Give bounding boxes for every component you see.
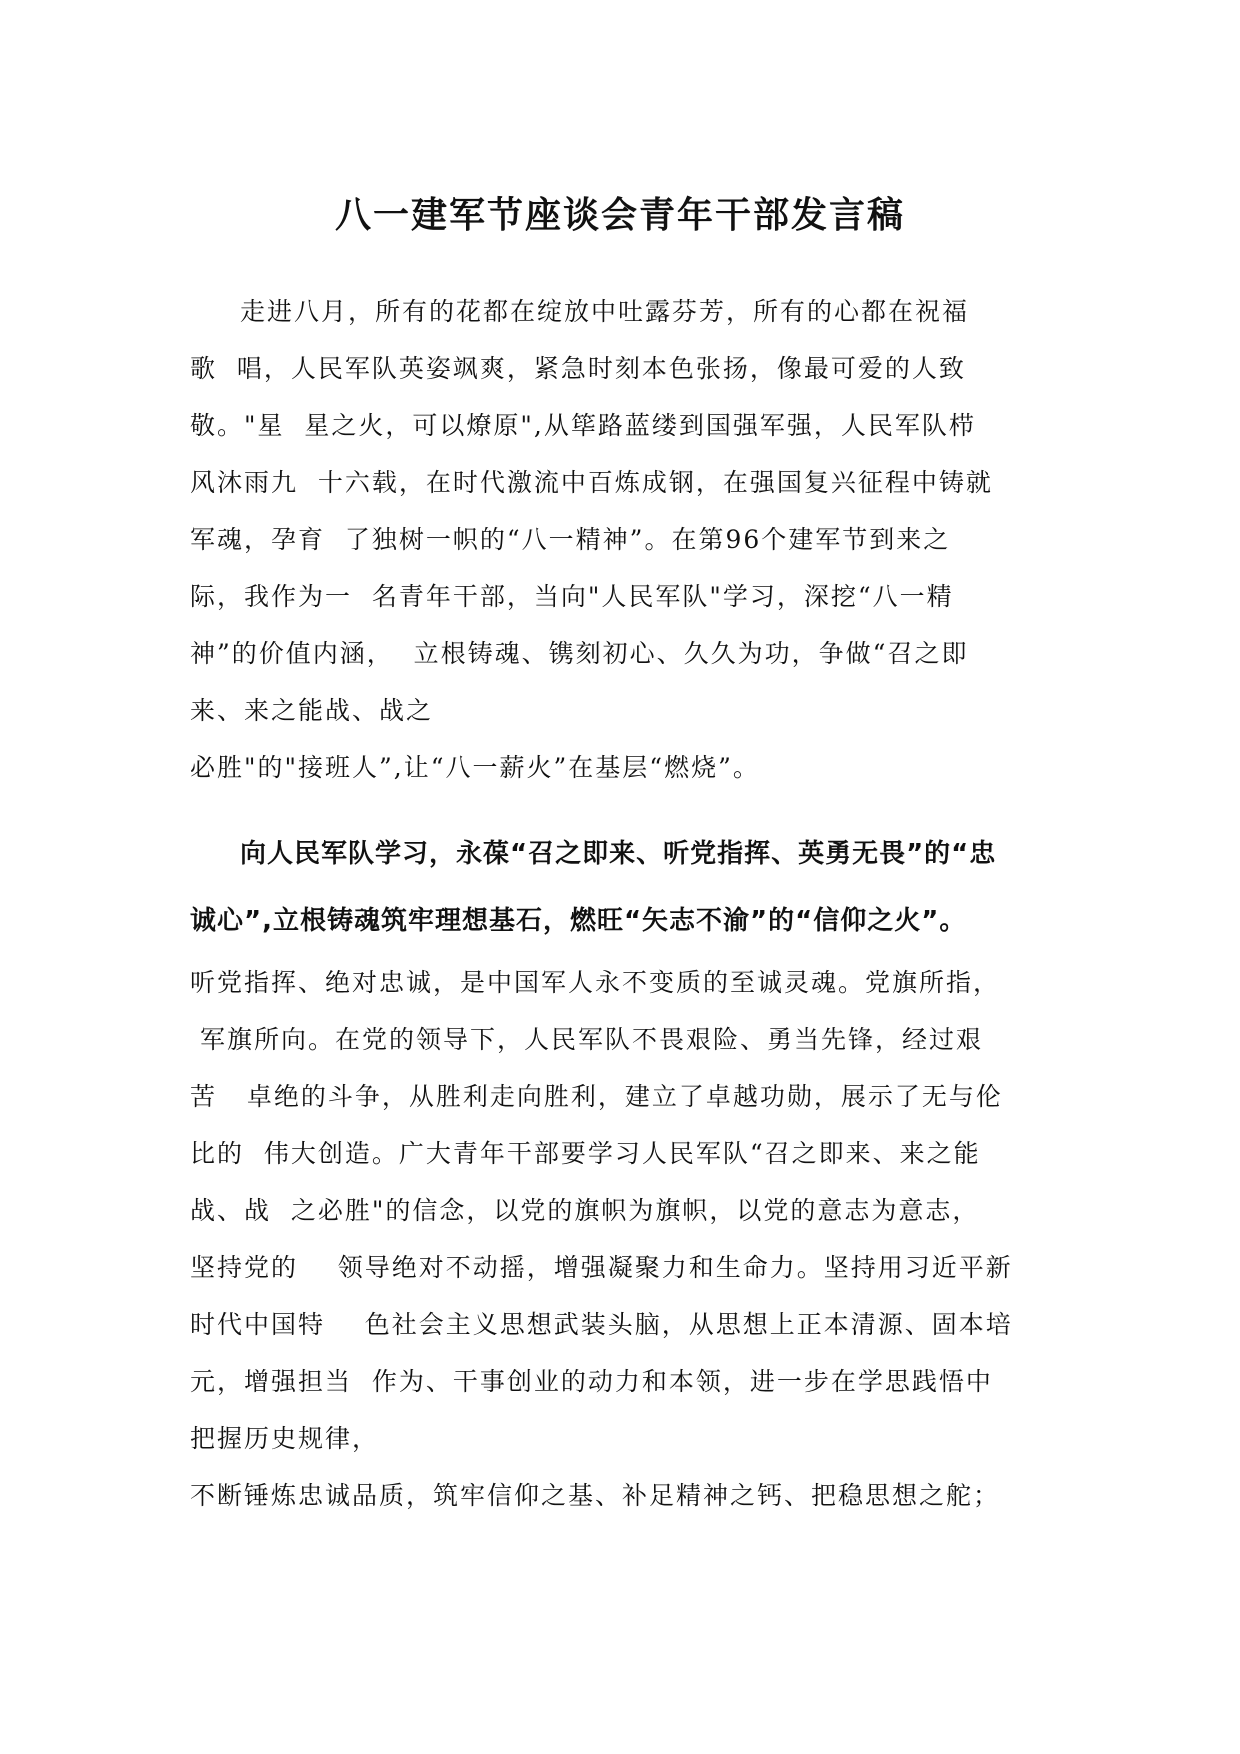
body-line: 坚持党的 领导绝对不动摇，增强凝聚力和生命力。坚持用习近平新 [190,1253,1013,1282]
section-heading-line: 诚心”,立根铸魂筑牢理想基石，燃旺“矢志不渝”的“信仰之火”。 [190,906,967,936]
body-line: 不断锤炼忠诚品质，筑牢信仰之基、补足精神之钙、把稳思想之舵； [190,1481,1001,1510]
body-line: 把握历史规律， [190,1424,380,1453]
intro-line: 际，我作为一 名青年干部，当向"人民军队"学习，深挖“八一精 [190,582,954,611]
intro-line: 走进八月，所有的花都在绽放中吐露芬芳，所有的心都在祝福 [240,297,970,326]
body-line: 军旗所向。在党的领导下，人民军队不畏艰险、勇当先锋，经过艰 [190,1025,983,1054]
body-line: 战、战 之必胜"的信念，以党的旗帜为旗帜，以党的意志为意志， [190,1196,980,1225]
body-line: 听党指挥、绝对忠诚，是中国军人永不变质的至诚灵魂。党旗所指， [190,968,1001,997]
body-line: 时代中国特 色社会主义思想武装头脑，从思想上正本清源、固本培 [190,1310,1013,1339]
intro-line: 风沐雨九 十六载，在时代激流中百炼成钢，在强国复兴征程中铸就 [190,468,993,497]
intro-line: 必胜"的"接班人”,让“八一薪火”在基层“燃烧”。 [190,753,760,782]
body-line: 元，增强担当 作为、干事创业的动力和本领，进一步在学思践悟中 [190,1367,993,1396]
intro-line: 军魂，孕育 了独树一帜的“八一精神”。在第96个建军节到来之 [190,525,951,554]
document-title: 八一建军节座谈会青年干部发言稿 [334,195,905,236]
intro-line: 敬。"星 星之火，可以燎原",从筚路蓝缕到国强军强，人民军队栉 [190,411,976,440]
body-line: 苦 卓绝的斗争，从胜利走向胜利，建立了卓越功勋，展示了无与伦 [190,1082,1003,1111]
intro-line: 神”的价值内涵， 立根铸魂、镌刻初心、久久为功，争做“召之即 [190,639,969,668]
intro-line: 歌 唱，人民军队英姿飒爽，紧急时刻本色张扬，像最可爱的人致 [190,354,966,383]
body-line: 比的 伟大创造。广大青年干部要学习人民军队“召之即来、来之能 [190,1139,981,1168]
section-heading-line: 向人民军队学习，永葆“召之即来、听党指挥、英勇无畏”的“忠 [240,839,997,869]
intro-line: 来、来之能战、战之 [190,696,434,725]
